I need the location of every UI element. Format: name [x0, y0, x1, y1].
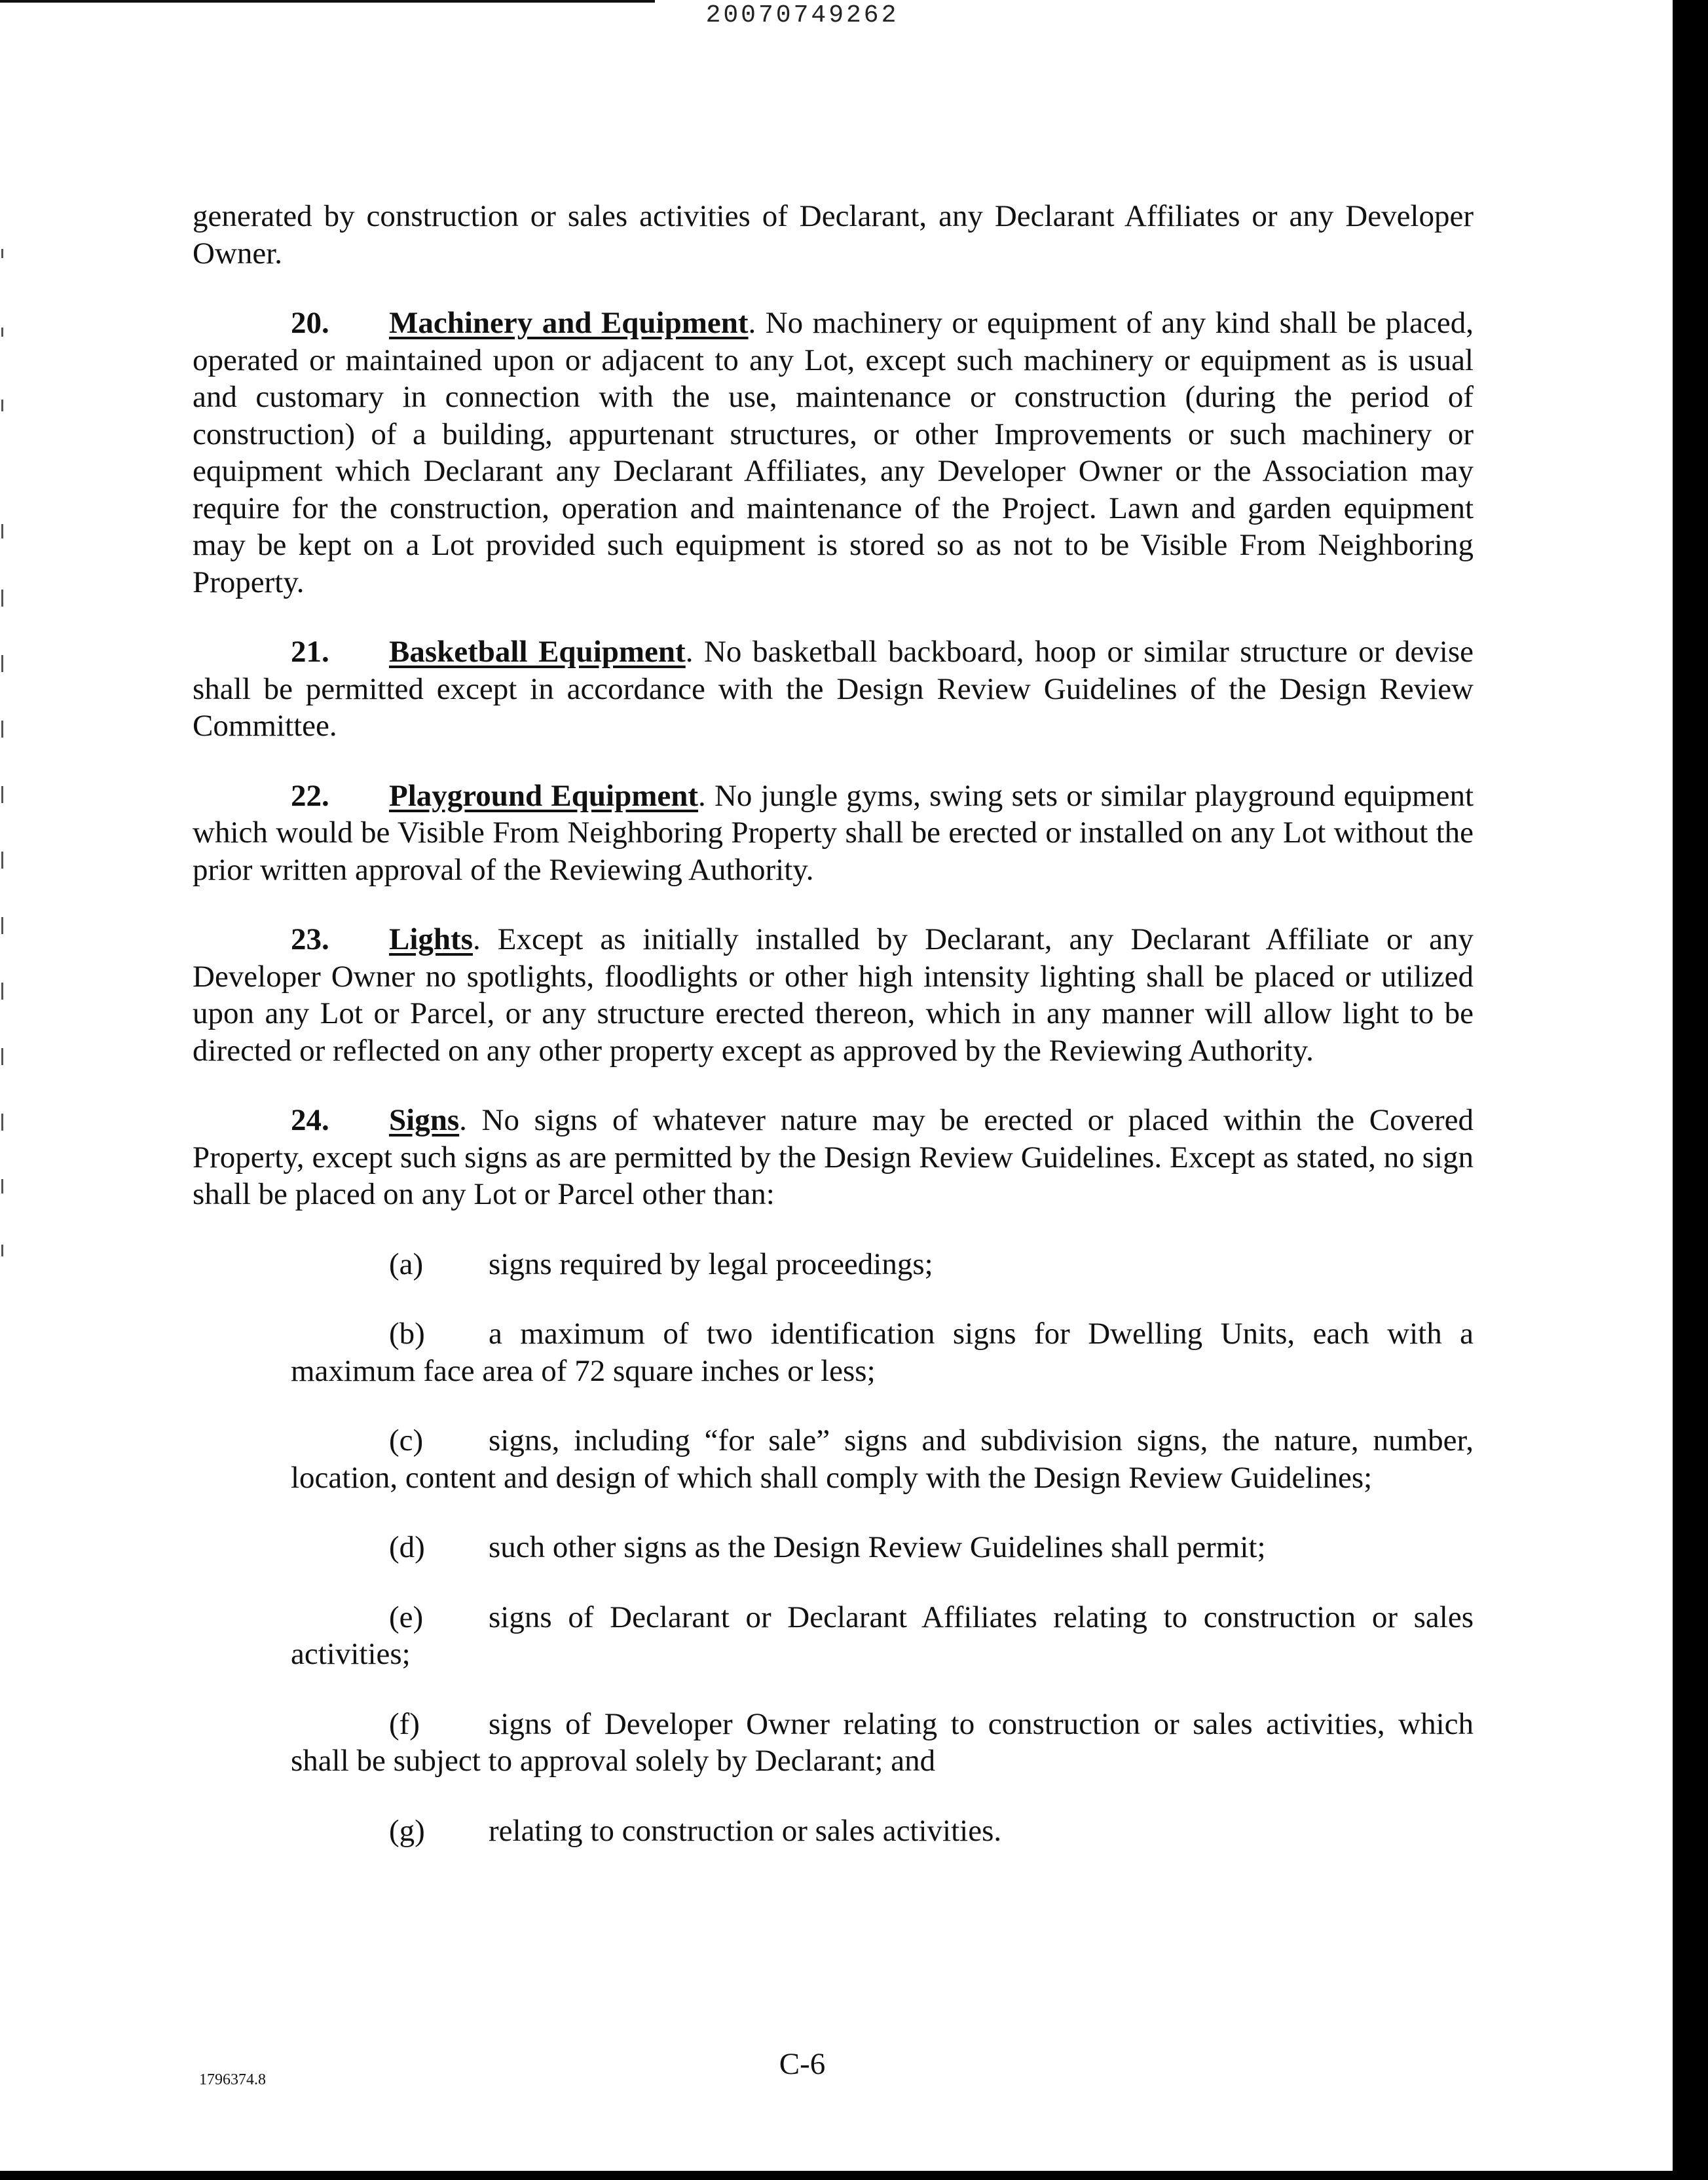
subitem-letter: (d): [389, 1530, 425, 1564]
section-22: [193, 778, 1474, 889]
section-number: 24.: [291, 1103, 329, 1137]
subitem-f: [291, 1706, 1474, 1780]
subitem-letter: (g): [389, 1813, 425, 1848]
subitem-letter: (b): [389, 1317, 425, 1351]
subitem-c: [291, 1422, 1474, 1496]
subitem-d: [291, 1529, 1474, 1566]
subitem-letter: (c): [389, 1423, 424, 1457]
subitem-e: [291, 1599, 1474, 1673]
section-text: . No jungle gyms, swing sets or similar playground equipment which would be Visible From Neighboring Property shall be erected or installed on any Lot without the prior written approval of the Reviewing Authority.: [193, 778, 1474, 887]
section-text: . No basketball backboard, hoop or similar structure or devise shall be permitted except in accordance with the Design Review Guidelines of the Design Review Committee.: [193, 635, 1474, 743]
subitem-letter: (e): [389, 1600, 424, 1634]
section-number: 22.: [291, 778, 329, 813]
section-text: . Except as initially installed by Declarant, any Declarant Affiliate or any Developer Owner no spotlights, floodlights or other high intensity lighting shall be placed or utilized upon any Lot or Parcel, or any structure erected thereon, which in any manner will allow light to be directed or reflected on any other property except as approved by the Reviewing Authority.: [193, 922, 1474, 1068]
intro-paragraph: generated by construction or sales activities of Declarant, any Declarant Affiliates or any Developer Owner.: [193, 199, 1474, 271]
section-heading: Playground Equipment: [389, 778, 699, 813]
footer-document-id: 1796374.8: [199, 2071, 266, 2088]
subitem-text: relating to construction or sales activities.: [489, 1813, 1002, 1848]
section-heading: Signs: [389, 1103, 460, 1137]
subitem-text: signs required by legal proceedings;: [489, 1247, 933, 1281]
section-number: 21.: [291, 635, 329, 669]
subitem-text: signs, including “for sale” signs and subdivision signs, the nature, number, location, content and design of which shall comply with the Design Review Guidelines;: [291, 1423, 1474, 1495]
scan-right-edge: [1673, 0, 1708, 2180]
section-number: 23.: [291, 922, 329, 956]
section-text: . No machinery or equipment of any kind shall be placed, operated or maintained upon or adjacent to any Lot, except such machinery or equipment as is usual and customary in connection with the use, maintenance or construction (during the period of construction) of a building, appurtenant structures, or other Improvements or such machinery or equipment which Declarant any Declarant Affiliates, any Developer Owner or the Association may require for the construction, operation and maintenance of the Project. Lawn and garden equipment may be kept on a Lot provided such equipment is stored so as not to be Visible From Neighboring Property.: [193, 306, 1474, 599]
section-number: 20.: [291, 306, 329, 340]
section-24: [193, 1102, 1474, 1213]
section-heading: Basketball Equipment: [389, 635, 686, 669]
subitem-letter: (a): [389, 1247, 424, 1281]
subitem-a: [291, 1246, 1474, 1283]
section-21: [193, 633, 1474, 745]
footer-page-number: C-6: [779, 2047, 826, 2081]
document-number: 20070749262: [705, 1, 899, 29]
section-heading: Lights: [389, 922, 473, 956]
section-20: [193, 305, 1474, 601]
scan-left-margin-marks: [1, 249, 4, 1297]
subitem-text: signs of Declarant or Declarant Affiliates relating to construction or sales activities;: [291, 1600, 1474, 1671]
document-body: [193, 198, 1474, 1882]
subitem-letter: (f): [389, 1706, 420, 1741]
subitem-g: [291, 1813, 1474, 1850]
section-heading: Machinery and Equipment: [389, 306, 749, 340]
subitem-b: [291, 1315, 1474, 1389]
subitem-text: such other signs as the Design Review Guidelines shall permit;: [489, 1530, 1266, 1564]
section-text: . No signs of whatever nature may be erected or placed within the Covered Property, except such signs as are permitted by the Design Review Guidelines. Except as stated, no sign shall be placed on any Lot or Parcel other than:: [193, 1103, 1474, 1211]
scan-bottom-edge: [0, 2171, 1708, 2180]
section-23: [193, 921, 1474, 1069]
subitem-text: a maximum of two identification signs for Dwelling Units, each with a maximum face area of 72 square inches or less;: [291, 1317, 1474, 1388]
subitem-text: signs of Developer Owner relating to construction or sales activities, which shall be subject to approval solely by Declarant; and: [291, 1706, 1474, 1778]
